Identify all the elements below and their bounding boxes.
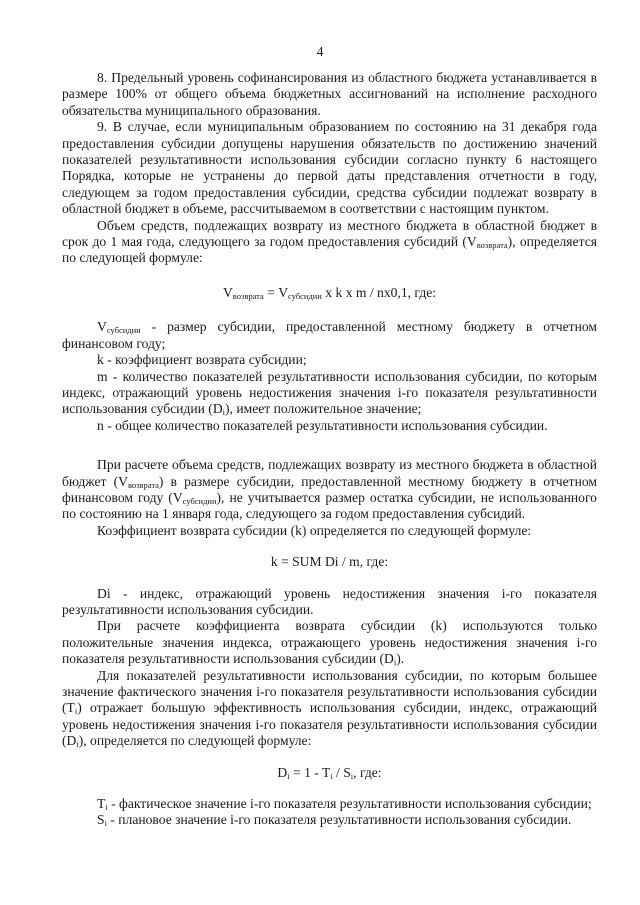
definition-n: n - общее количество показателей результативности использования субсидии. — [97, 417, 548, 433]
document-body — [62, 70, 597, 829]
definition-ti: $T_i$ - фактическое значение i-го показателя результативности использования субсидии; — [97, 796, 592, 813]
paragraph-calc-volume: При расчете объема средств, подлежащих возврату из местного бюджета в областной бюджет $(V_{возврата})$ в размере субсидии, предоставленной местному бюджету в отчетном финансовом году $(V_{субсидии})$, не учитывается размер остатка субсидии, не использованного по состоянию на 1 января года, следующего за годом предоставления субсидий. — [62, 457, 597, 522]
definition-si: $S_i$ - плановое значение i-го показателя результативности использования субсидии. — [97, 812, 572, 829]
paragraph-index: Для показателей результативности использования субсидии, по которым большее значение фактического значения i-го показателя результативности использования субсидии $(T_i)$ отражает большую эффективность использования субсидии, индекс, отражающий уровень недостижения значения i-го показателя результативности использования субсидии $(D_i)$, определяется по следующей формуле: — [62, 667, 597, 750]
page-number: 4 — [316, 44, 324, 59]
definition-k: k - коэффициент возврата субсидии; — [97, 352, 307, 368]
paragraph-9: 9. В случае, если муниципальным образованием по состоянию на 31 декабря года предоставления субсидии допущены нарушения обязательств по достижению значений показателей результативности использования субсидии согласно пункту 6 настоящего Порядка, которые не устранены до первой даты представления отчетности в году, следующем за годом предоставления субсидии, средства субсидии подлежат возврату в областной бюджет в объеме, рассчитываемом в соответствии с настоящим пунктом. — [62, 119, 597, 217]
formula-return-volume: $V_{возврата} = V_{субсидии}$ x k x m / nx0,1, где: — [222, 284, 437, 301]
paragraph-calc-coefficient: При расчете коэффициента возврата субсидии (k) используются только положительные значения индекса, отражающего уровень недостижения значения i-го показателя результативности использования субсидии $(D_i)$. — [62, 618, 597, 668]
definition-di: Di - индекс, отражающий уровень недостижения значения i-го показателя результативности использования субсидии. — [62, 585, 597, 617]
paragraph-8: 8. Предельный уровень софинансирования из областного бюджета устанавливается в размере 100% от общего объема бюджетных ассигнований на исполнение расходного обязательства муниципального образования. — [62, 70, 597, 118]
paragraph-coefficient: Коэффициент возврата субсидии (k) определяется по следующей формуле: — [97, 522, 532, 538]
paragraph-volume: Объем средств, подлежащих возврату из местного бюджета в областной бюджет в срок до 1 мая года, следующего за годом предоставления субсидий $(V_{возврата})$, определяется по следующей формуле: — [62, 217, 597, 266]
formula-coefficient: k = SUM Di / m, где: — [270, 554, 389, 570]
definition-m: m - количество показателей результативности использования субсидии, по которым индекс, отражающий уровень недостижения значения i-го показателя результативности использования субсидии $(D_i)$, имеет положительное значение; — [62, 368, 597, 418]
formula-index: $D_i = 1 - T_i / S_i$, где: — [277, 764, 382, 781]
definition-v-subsidy: $V_{субсидии}$ - размер субсидии, предоставленной местному бюджету в отчетном финансовом году; — [62, 319, 597, 351]
